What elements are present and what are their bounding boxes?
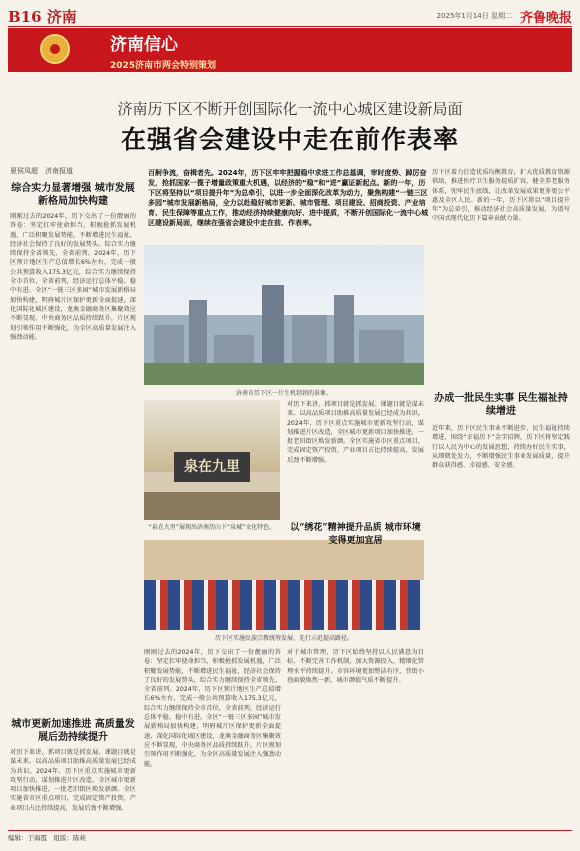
photo-caption-2: “泉在九里”展现出济南历山下“泉城”文化特色。 [148,524,276,531]
page-header [8,6,572,27]
section-heading-4: 办成一批民生实事 民生福祉持续增进 [434,393,568,417]
page-number: B16 济南 [8,7,77,26]
emblem-icon [40,34,70,64]
middle-column-text: 对历下来讲，抓项目就是抓发展。课题目就是谋未来。以高品质项目助推高质量发展已经成为共识。2024年，历下区重点实施城市更新攻坚行动，谋划推进片区改造，全区城市更新项目加快推进，一批老旧街区焕发新颜。全区实施省市区重点项目，完成固定资产投资，产业项目占比持续提高，发展后劲不断增强。 [287,401,424,464]
photo-caption-3: 历下区实施民族宗教统筹发展、先行示范提高路径。 [214,635,353,642]
article-headline: 在强省会建设中走在前作表率 [120,125,459,154]
section-text-4: 近年来，历下区民生事业不断进步，民生福祉持续增进，围绕“幸福历下”金字招牌，历下区将坚定践行以人民为中心的发展思想，持续办好民生实事，从细微处发力，不断增强民生事业发展质量，提升群众获得感、幸福感、安全感。 [432,425,570,470]
section-text-3: 对于城市管理，历下区始终坚持以人民满意为目标，不断完善工作机制，加大资源投入，精细化管理水平持续提升。市容环境更加整洁有序，背街小巷面貌焕然一新，城市颜值气质不断提升。 [287,649,424,684]
city-skyline-photo [144,245,424,385]
article-byline: 夏侯凤超 济南报道 [10,167,73,175]
column-banner [8,28,572,72]
quan-zai-jiuli-photo [144,400,280,520]
article-kicker: 济南历下区不断开创国际化一流中心城区建设新局面 [117,100,463,118]
newspaper-logo: 齐鲁晚报 [519,10,572,26]
right-column-top-text: 历下区着力打造优质均衡教育，扩大优质教育资源供给，推进医疗卫生服务提质扩容，健全养老服务体系，兜牢民生底线，让改革发展成果更多更公平惠及全区人民。新的一年，历下区将以“项目提升年”为总牵引，推动经济社会高质量发展，为谱写中国式现代化历下篇章贡献力量。 [432,169,570,223]
special-report-label: 2025济南市两会特别策划 [110,61,217,71]
bottom-left-text: 刚刚过去的2024年，历下交出了一份靓丽的答卷：坚定扛牢使命担当，积极抢抓发展机遇，广泛积聚发展势能，不断增进民生福祉，经济社会保持了良好的发展势头，综合实力继续保持全省领先、全省前列。2024年，历下区预计地区生产总值增长6%左右，完成一般公共预算收入175.3亿元，综合实力继续保持全市首位，全省前列，经济运行总体平稳、稳中有进。全区“一链三区多园”城市发展新格局加快构建，明府城片区保护更新全面提速，深化国际化城区建设，龙奥金融商务区集聚效应不断显现，中央商务区品质持续跃升，片区规划引领作用不断强化，为全区高质量发展注入强劲动能。 [144,649,281,768]
section-heading-2: 城市更新加速推进 高质量发展后劲持续提升 [11,719,135,743]
section-heading-1: 综合实力显著增强 城市发展新格局加快构建 [11,183,135,207]
photo-caption-1: 济南市历下区一片生机勃勃的景象。 [235,390,332,397]
children-photo [144,540,424,630]
sign-board: 泉在九里 [174,452,250,482]
section-text-2: 对历下来讲，抓项目就是抓发展。课题目就是谋未来。以高品质项目助推高质量发展已经成为共识。2024年，历下区重点实施城市更新攻坚行动，谋划推进片区改造，全区城市更新项目加快推进，一批老旧街区焕发新颜。全区实施省市区重点项目，完成固定资产投资，产业项目占比持续提高，发展后劲不断增强。 [10,749,136,812]
page-footer [8,830,572,845]
editor-credits: 编辑：于海霞 组版：陈莉 [8,834,86,842]
section-text-1: 刚刚过去的2024年，历下交出了一份靓丽的答卷：坚定扛牢使命担当，积极抢抓发展机遇，广泛积聚发展势能，不断增进民生福祉，经济社会保持了良好的发展势头，综合实力继续保持全省领先、全省前列。2024年，历下区预计地区生产总值增长6%左右，完成一般公共预算收入175.3亿元，综合实力继续保持全市首位，全省前列，经济运行总体平稳、稳中有进。全区“一链三区多园”城市发展新格局加快构建，明府城片区保护更新全面提速，深化国际化城区建设，龙奥金融商务区集聚效应不断显现，中央商务区品质持续跃升，片区规划引领作用不断强化，为全区高质量发展注入强劲动能。 [10,213,136,341]
article-lead: 百舸争流，奋楫者先。2024年，历下区牢牢把握稳中求进工作总基调，审时度势、踔厉奋发，抢抓国家一揽子增量政策重大机遇，以经济的“稳”和“进”赢证新起点。新的一年，历下区将坚持以“项目提升年”为总牵引，以进一步全面深化改革为动力，聚焦构建“一链三区多园”城市发展新格局，全力以赴稳好城市更新、城市管理、项目建设、招商投资、产业培育、民生保障等重点工作，推动经济持续健康向好、进中提质，不断开创国际化一流中心城区建设新局面，继续在强省会建设中走在前、作表率。 [148,169,428,227]
section-heading-3: 以“绣花”精神提升品质 城市环境变得更加宜居 [290,523,421,546]
publish-date: 2025年1月14日 星期二 [436,12,512,20]
column-title: 济南信心 [110,35,178,55]
